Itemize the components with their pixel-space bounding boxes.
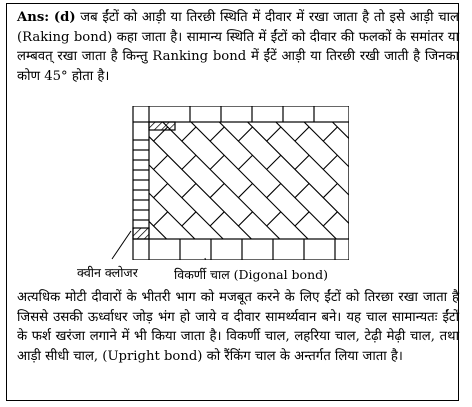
answer-text: जब ईंटों को आड़ी या तिरछी स्थिति में दीवार में रखा जाता है तो इसे आड़ी चाल (Raking bond) कहा जाता है। सामान्य स्थिति में ईंटों को दीवार की फलकों के समांतर या लम्बवत् रखा जाता है किन्तु Ranking bond में ईंटें आड़ी या तिरछी रखी जाती है जिनका कोण 45° होता है। <box>17 10 459 84</box>
leader-lines <box>112 231 207 260</box>
diagonal-bond-label: विकर्णी चाल (Digonal bond) <box>174 267 329 282</box>
answer-paragraph <box>17 8 459 86</box>
queen-closer-label: क्वीन क्लोजर <box>77 265 138 280</box>
answer-option: (d) <box>53 10 76 25</box>
answer-box <box>6 3 459 401</box>
raking-bond-diagram <box>107 106 349 260</box>
answer-prefix: Ans: <box>17 10 50 25</box>
explanation-paragraph: अत्यधिक मोटी दीवारों के भीतरी भाग को मजबूत करने के लिए ईंटों को तिरछा रखा जाता है जिससे उसकी ऊर्ध्वाधर जोड़ भंग हो जाये व दीवार सामर्थ्यवान बने। यह चाल सामान्यतः ईंटों के फर्श खरंजा लगाने में भी किया जाता है। विकर्णी चाल, लहरिया चाल, टेढ़ी मेढ़ी चाल, तथा आड़ी सीधी चाल, (Upright bond) को रैंकिंग चाल के अन्तर्गत लिया जाता है। <box>17 290 459 364</box>
